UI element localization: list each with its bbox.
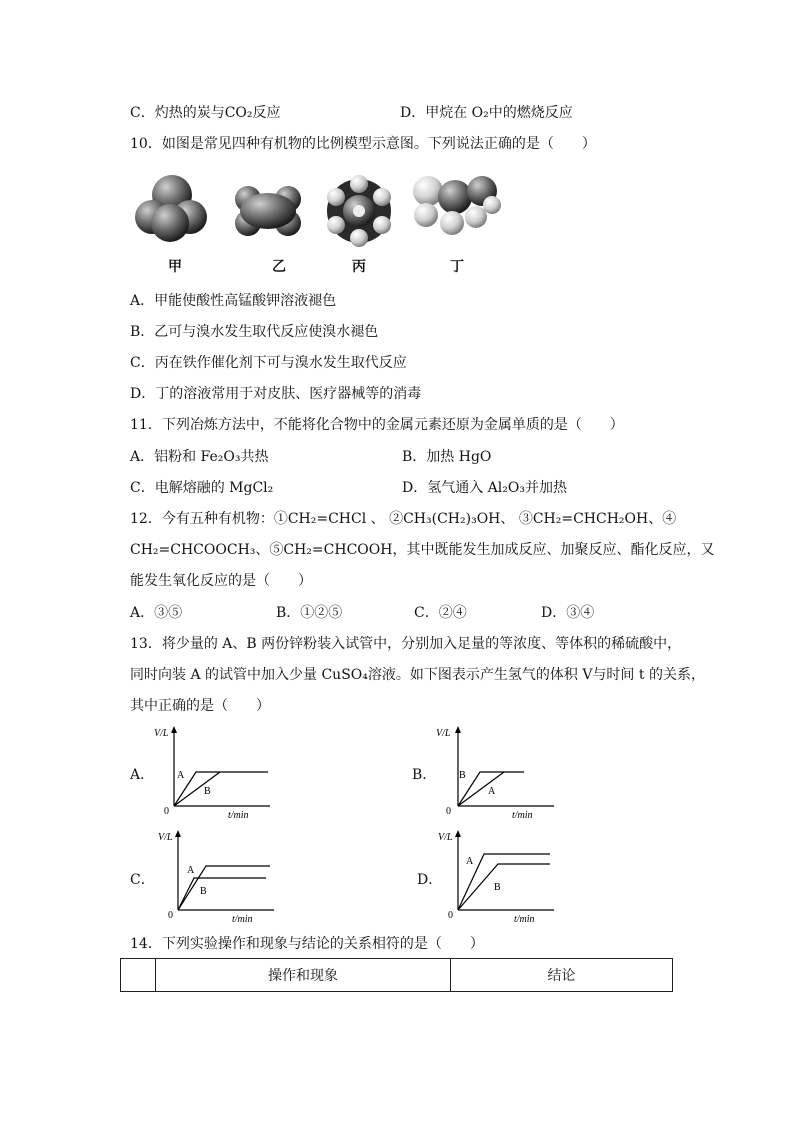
table-header-operation: 操作和现象	[156, 959, 451, 992]
q12-option-a: A．③⑤	[130, 605, 183, 621]
origin-label: 0	[168, 910, 173, 921]
methane-model	[135, 175, 207, 242]
q13-graph-a	[150, 724, 280, 819]
axis-x-label: t/min	[514, 914, 535, 923]
curve-a-label: A	[187, 865, 195, 876]
molecule-models	[130, 167, 510, 257]
origin-label: 0	[164, 806, 169, 817]
q13-option-b-letter: B．	[412, 767, 437, 783]
q9-option-c: C．灼热的炭与CO₂反应	[130, 105, 281, 121]
q13-option-c-letter: C．	[130, 872, 155, 888]
origin-label: 0	[446, 806, 451, 817]
table-cell-empty	[121, 959, 156, 992]
q10-stem: 10．如图是常见四种有机物的比例模型示意图。下列说法正确的是（ ）	[130, 136, 596, 152]
curve-b-label: B	[459, 770, 466, 781]
q11-option-c: C．电解熔融的 MgCl₂	[130, 480, 274, 496]
q11-option-d: D．氢气通入 Al₂O₃并加热	[402, 480, 567, 496]
q11-option-a: A．铝粉和 Fe₂O₃共热	[130, 449, 269, 465]
axis-y-label: V/L	[438, 832, 453, 843]
molecule-label-bing: 丙	[352, 259, 366, 275]
curve-a-label: A	[466, 856, 474, 867]
axis-y-label: V/L	[158, 832, 173, 843]
ethylene-model	[235, 186, 301, 236]
q14-table	[120, 958, 673, 992]
q14-stem: 14．下列实验操作和现象与结论的关系相符的是（ ）	[130, 936, 484, 952]
q12-option-c: C．②④	[414, 605, 467, 621]
q13-graph-c	[154, 828, 284, 923]
curve-a-label: A	[488, 786, 496, 797]
axis-y-label: V/L	[154, 728, 169, 739]
curve-b-label: B	[200, 886, 207, 897]
molecule-label-jia: 甲	[168, 259, 182, 275]
q12-option-d: D．③④	[541, 605, 595, 621]
q13-option-d-letter: D．	[417, 872, 443, 888]
q12-line3: 能发生氧化反应的是（ ）	[130, 573, 312, 589]
axis-y-label: V/L	[436, 728, 451, 739]
curve-a-label: A	[177, 770, 185, 781]
q12-option-b: B．①②⑤	[276, 605, 343, 621]
axis-x-label: t/min	[228, 810, 249, 819]
q13-line2: 同时向装 A 的试管中加入少量 CuSO₄溶液。如下图表示产生氢气的体积 V与时间 t 的关系，	[130, 667, 705, 683]
q12-line1: 12．今有五种有机物：①CH₂=CHCl 、 ②CH₃(CH₂)₃OH、 ③CH₂=CHCH₂OH、④	[130, 511, 677, 527]
molecule-label-ding: 丁	[450, 259, 464, 275]
q10-option-d: D．丁的溶液常用于对皮肤、医疗器械等的消毒	[130, 386, 422, 402]
q11-option-b: B．加热 HgO	[402, 449, 492, 465]
q13-line3: 其中正确的是（ ）	[130, 698, 270, 714]
axis-x-label: t/min	[232, 914, 253, 923]
q10-option-a: A．甲能使酸性高锰酸钾溶液褪色	[130, 293, 337, 309]
table-row	[121, 959, 673, 992]
q13-graph-b	[434, 724, 564, 819]
ethanol-model	[413, 176, 501, 235]
q9-option-d: D．甲烷在 O₂中的燃烧反应	[400, 105, 573, 121]
q13-option-a-letter: A．	[130, 767, 155, 783]
q11-stem: 11．下列冶炼方法中，不能将化合物中的金属元素还原为金属单质的是（ ）	[130, 417, 624, 433]
molecule-label-yi: 乙	[272, 259, 286, 275]
q13-line1: 13．将少量的 A、B 两份锌粉装入试管中，分别加入足量的等浓度、等体积的稀硫酸中，	[130, 636, 682, 652]
axis-x-label: t/min	[512, 810, 533, 819]
curve-b-label: B	[494, 882, 501, 893]
q10-option-b: B．乙可与溴水发生取代反应使溴水褪色	[130, 324, 379, 340]
curve-b-label: B	[204, 786, 211, 797]
q10-option-c: C．丙在铁作催化剂下可与溴水发生取代反应	[130, 355, 407, 371]
benzene-model	[327, 175, 391, 247]
table-header-conclusion: 结论	[451, 959, 673, 992]
origin-label: 0	[448, 910, 453, 921]
q12-line2: CH₂=CHCOOCH₃、⑤CH₂=CHCOOH，其中既能发生加成反应、加聚反应、酯化反应，又	[130, 542, 715, 558]
q13-graph-d	[434, 828, 564, 923]
